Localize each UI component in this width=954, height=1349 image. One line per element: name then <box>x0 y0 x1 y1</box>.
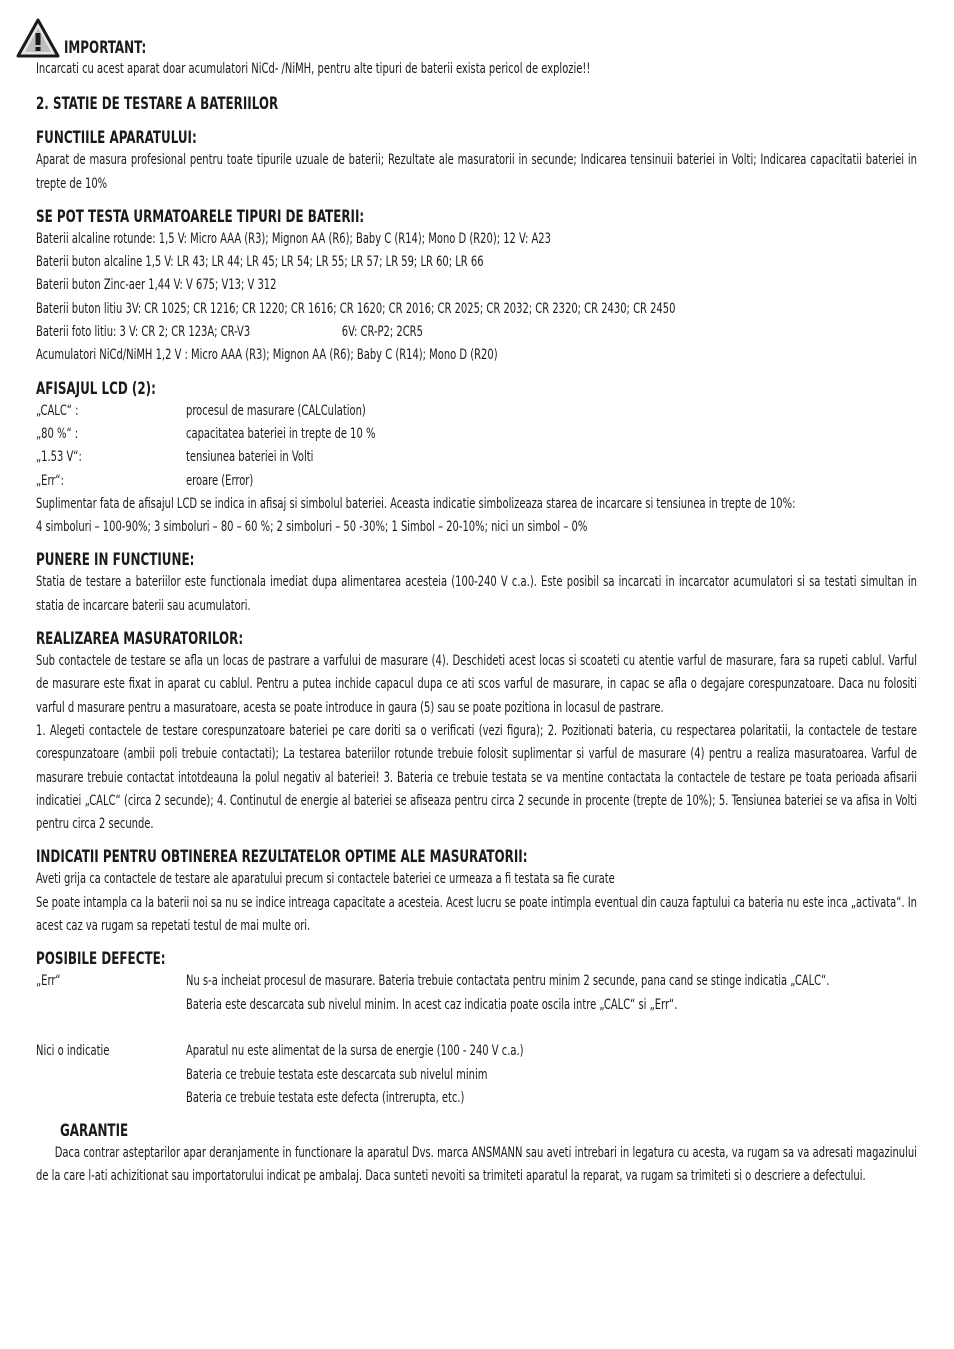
indicatii-p2: Se poate intampla ca la baterii noi sa nu se indice intreaga capacitate a acesteia. Acest lucru se poate intimpla eventual din cauza faptului ca bateria nu este inca „activata“. In acest caz va rugam sa repetati testul de mai multe ori. <box>36 894 917 935</box>
realizarea-title: REALIZAREA MASURATORILOR: <box>36 629 244 650</box>
tipuri-list <box>36 228 917 368</box>
tipuri-line: Baterii alcaline rotunde: 1,5 V: Micro AAA (R3); Mignon AA (R6); Baby C (R14); Mono D (R20); 12 V: A23 <box>36 230 551 247</box>
defect-none-line: Aparatul nu este alimentat de la sursa de energie (100 - 240 V c.a.) <box>186 1043 524 1060</box>
indicatii-p1: Aveti grija ca contactele de testare ale aparatului precum si contactele bateriei ce urmeaza a fi testata sa fie curate <box>36 871 615 888</box>
functii-text: Aparat de masura profesional pentru toate tipurile uzuale de baterii; Rezultate ale masuratorii in secunde; Indicarea tensinuii bateriei in Volti; Indicarea capacitatii bateriei in trepte de 10% <box>36 152 917 192</box>
lcd-value: tensiunea bateriei in Volti <box>186 449 314 466</box>
tipuri-line: Baterii buton litiu 3V: CR 1025; CR 1216; CR 1220; CR 1616; CR 1620; CR 2016; CR 2025; CR 2032; CR 2320; CR 2430; CR 2450 <box>36 300 676 317</box>
defecte-title: POSIBILE DEFECTE: <box>36 949 166 970</box>
lcd-row <box>36 423 917 446</box>
functii-title: FUNCTIILE APARATULUI: <box>36 128 197 149</box>
defect-none-key: Nici o indicatie <box>36 1043 110 1060</box>
tipuri-line: Baterii buton Zinc-aer 1,44 V: V 675; V13; V 312 <box>36 277 277 294</box>
realizarea-p2: 1. Alegeti contactele de testare corespunzatoare bateriei pe care doriti sa o verificati (vezi figura); 2. Pozitionati bateria, cu respectarea polaritatii, la contactele de testare corespunzatoare (ambii poli trebuie contactati); La testarea bateriilor rotunde trebuie folosit suplimentar si varful de masurare (4) pentru a realiza masuratoarea. Varful de masurare trebuie contactat intotdeauna la polul negativ al bateriei! 3. Bateria ce trebuie testata se va mentine contactata la contactele de testare pe toata perioada afisarii indicatiei „CALC“ (circa 2 secunde); 4. Continutul de energie al bateriei se afiseaza pentru circa 2 secunde in procente (trepte de 10%); 5. Tensiunea bateriei se va afisa in Volti pentru circa 2 secunde. <box>36 722 917 833</box>
defect-none-line: Bateria ce trebuie testata este descarcata sub nivelul minim <box>186 1066 488 1083</box>
lcd-key: „Err“: <box>36 472 64 489</box>
lcd-value: eroare (Error) <box>186 472 254 489</box>
lcd-value: capacitatea bateriei in trepte de 10 % <box>186 425 376 442</box>
lcd-extra-1: Suplimentar fata de afisajul LCD se indica in afisaj si simbolul bateriei. Aceasta indicatie simbolizeaza starea de incarcare si tensiunea in trepte de 10%: <box>36 495 796 512</box>
important-text: Incarcati cu acest aparat doar acumulatori NiCd- /NiMH, pentru alte tipuri de baterii exista pericol de explozie!! <box>36 61 591 77</box>
punere-title: PUNERE IN FUNCTIUNE: <box>36 550 195 571</box>
defecte-table <box>36 970 917 1110</box>
section2-title: 2. STATIE DE TESTARE A BATERIILOR <box>36 94 279 115</box>
lcd-row <box>36 446 917 469</box>
defect-err-row <box>36 970 917 1017</box>
realizarea-p1: Sub contactele de testare se afla un locas de pastrare a varfului de masurare (4). Deschideti acest locas si scoateti cu atentie varful de masurare, fara sa rupeti cablul. Varful de masurare este fixat in aparat cu cablul. Pentru a putea inchide capacul dupa ce ati scos varful de masurare, in capac se afla o degajare corespunzatoare. Daca nu folositi varful d masurare pentru a masuratoare, acesta se poate introduce in gaura (5) sau se poate pozitiona in locasul de pastrare. <box>36 653 917 716</box>
defect-err-line: Nu s-a incheiat procesul de masurare. Bateria trebuie contactata pentru minim 2 secunde, pana cand se stinge indicatia „CALC“. <box>186 973 830 990</box>
lcd-row <box>36 400 917 423</box>
document-page <box>36 18 917 1189</box>
tipuri-line: Baterii buton alcaline 1,5 V: LR 43; LR 44; LR 45; LR 54; LR 55; LR 57; LR 59; LR 60; LR 66 <box>36 254 484 271</box>
important-title: IMPORTANT: <box>64 38 147 58</box>
tipuri-acumulatori: Acumulatori NiCd/NiMH 1,2 V : Micro AAA (R3); Mignon AA (R6); Baby C (R14); Mono D (R20) <box>36 347 498 364</box>
garantie-title: GARANTIE <box>60 1121 129 1142</box>
lcd-value: procesul de masurare (CALCulation) <box>186 402 366 419</box>
lcd-title: AFISAJUL LCD (2): <box>36 378 156 399</box>
lcd-key: „CALC“ : <box>36 402 79 419</box>
lcd-key: „1.53 V“: <box>36 449 82 466</box>
garantie-text: Daca contrar asteptarilor apar deranjamente in functionare la aparatul Dvs. marca ANSMANN sau aveti intrebari in legatura cu acesta, va rugam sa va adresati magazinului de la care l-ati achizitionat sau importatorului indicat pe ambalaj. Daca sunteti nevoiti sa trimiteti aparatul la reparat, va rugam sa trimiteti si o descriere a defectului. <box>36 1145 917 1185</box>
tipuri-title: SE POT TESTA URMATOARELE TIPURI DE BATERII: <box>36 206 365 227</box>
lcd-extra-2: 4 simboluri – 100-90%; 3 simboluri – 80 – 60 %; 2 simboluri – 50 -30%; 1 Simbol – 20-10%; nici un simbol – 0% <box>36 519 588 536</box>
punere-text: Statia de testare a bateriilor este functionala imediat dupa alimentarea acesteia (100-240 V c.a.). Este posibil sa incarcati in incarcator acumulatori si sa testati simultan in statia de incarcare baterii sau acumulatori. <box>36 574 917 614</box>
defect-err-key: „Err“ <box>36 973 61 990</box>
lcd-row <box>36 470 917 493</box>
important-header <box>16 18 917 58</box>
defect-err-line: Bateria este descarcata sub nivelul minim. In acest caz indicatia poate oscila intre „CALC“ si „Err“. <box>186 996 678 1013</box>
defect-none-row <box>36 1040 917 1110</box>
defect-none-line: Bateria ce trebuie testata este defecta (intrerupta, etc.) <box>186 1089 465 1106</box>
tipuri-foto-line <box>36 321 917 344</box>
warning-triangle-icon <box>16 18 60 58</box>
lcd-table <box>36 400 917 493</box>
lcd-key: „80 %“ : <box>36 425 79 442</box>
tipuri-foto-6v: 6V: CR-P2; 2CR5 <box>341 324 423 341</box>
tipuri-foto-3v: Baterii foto litiu: 3 V: CR 2; CR 123A; CR-V3 <box>36 324 251 341</box>
indicatii-title: INDICATII PENTRU OBTINEREA REZULTATELOR OPTIME ALE MASURATORII: <box>36 847 528 868</box>
